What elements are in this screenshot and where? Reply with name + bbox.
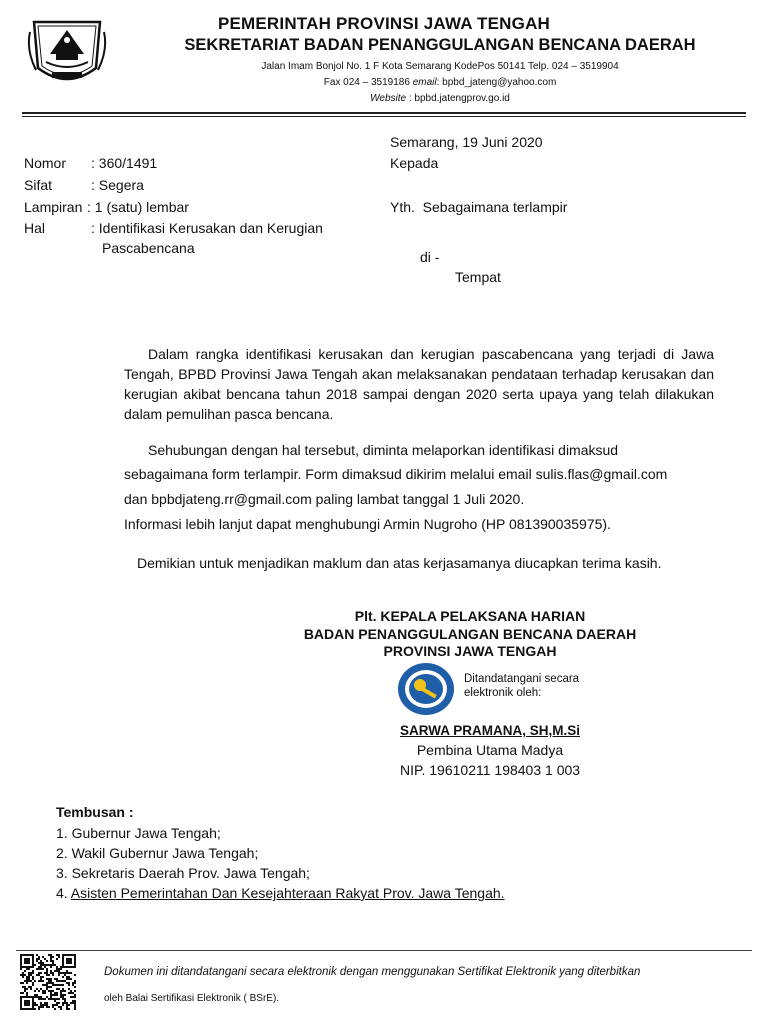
qr-code-icon bbox=[20, 954, 76, 1010]
hal-value-line1: : Identifikasi Kerusakan dan Kerugian bbox=[91, 220, 323, 236]
email-value: : bpbd_jateng@yahoo.com bbox=[436, 77, 557, 88]
tembusan-item-1: 1. Gubernur Jawa Tengah; bbox=[56, 825, 221, 841]
hal-label: Hal bbox=[24, 220, 46, 236]
signatory-rank: Pembina Utama Madya bbox=[416, 742, 564, 758]
tembusan-item-4-text: Asisten Pemerintahan Dan Kesejahteraan Rakyat Prov. Jawa Tengah. bbox=[70, 885, 505, 901]
tembusan-item-4-number: 4. bbox=[56, 885, 71, 901]
sifat-value: : Segera bbox=[91, 177, 144, 193]
tempat-label: Tempat bbox=[455, 269, 501, 285]
signatory-name: SARWA PRAMANA, SH,M.Si bbox=[399, 723, 580, 738]
footer-note-line1: Dokumen ini ditandatangani secara elektronik dengan menggunakan Sertifikat Elektronik yang diterbitkan bbox=[104, 966, 641, 978]
footer-note-line2: oleh Balai Sertifikasi Elektronik ( BSrE). bbox=[104, 993, 280, 1004]
letterhead-divider-thick bbox=[22, 112, 746, 114]
website-label: Website bbox=[370, 93, 407, 104]
lampiran-label: Lampiran bbox=[24, 199, 83, 215]
letterhead-website bbox=[140, 93, 740, 104]
body-closing: Demikian untuk menjadikan maklum dan atas kerjasamanya diucapkan terima kasih. bbox=[137, 555, 662, 571]
tembusan-item-3: 3. Sekretaris Daerah Prov. Jawa Tengah; bbox=[56, 865, 310, 881]
body-paragraph-1: Dalam rangka identifikasi kerusakan dan kerugian pascabencana yang terjadi di Jawa Tengah, BPBD Provinsi Jawa Tengah akan melaksanakan pendataan terhadap kerusakan dan kerugian akibat bencana tahun 2018 sampai dengan 2020 serta upaya yang telah dilakukan dalam pemulihan pasca bencana. bbox=[124, 346, 714, 422]
badge-text bbox=[464, 672, 579, 700]
body-paragraph-2-line2: sebagaimana form terlampir. Form dimaksud dikirim melalui email sulis.flas@gmail.com bbox=[124, 466, 668, 482]
place-date: Semarang, 19 Juni 2020 bbox=[390, 134, 543, 150]
to-label: Kepada bbox=[390, 155, 439, 171]
body-paragraph-2-line3: dan bpbdjateng.rr@gmail.com paling lambat tanggal 1 Juli 2020. bbox=[124, 491, 525, 507]
electronic-signature-badge bbox=[396, 660, 590, 718]
signatory-nip: NIP. 19610211 198403 1 003 bbox=[399, 762, 581, 778]
email-label: email bbox=[412, 77, 437, 88]
badge-text-line2: elektronik oleh: bbox=[464, 687, 542, 699]
signatory-title-3: PROVINSI JAWA TENGAH bbox=[383, 643, 557, 659]
sifat-label: Sifat bbox=[24, 177, 53, 193]
letterhead-fax-email bbox=[140, 77, 740, 88]
body-paragraph-2-line1: Sehubungan dengan hal tersebut, diminta melaporkan identifikasi dimaksud bbox=[148, 442, 619, 458]
nomor-label: Nomor bbox=[24, 155, 67, 171]
letterhead-line2: SEKRETARIAT BADAN PENANGGULANGAN BENCANA DAERAH bbox=[184, 36, 696, 54]
footer-divider bbox=[16, 950, 752, 951]
to-recipient: Yth. Sebagaimana terlampir bbox=[390, 199, 568, 215]
fax-text: Fax 024 – 3519186 bbox=[323, 77, 413, 88]
website-value: : bpbd.jatengprov.go.id bbox=[406, 93, 510, 104]
tembusan-heading: Tembusan : bbox=[56, 804, 134, 820]
tembusan-item-2: 2. Wakil Gubernur Jawa Tengah; bbox=[56, 845, 259, 861]
tembusan-item-4 bbox=[56, 885, 505, 901]
letterhead-divider-thin bbox=[22, 116, 746, 117]
hal-value-line2: Pascabencana bbox=[102, 240, 195, 256]
lampiran-value: : 1 (satu) lembar bbox=[87, 199, 189, 215]
di-label: di - bbox=[420, 249, 440, 265]
nomor-value: : 360/1491 bbox=[91, 155, 158, 171]
letterhead-address: Jalan Imam Bonjol No. 1 F Kota Semarang KodePos 50141 Telp. 024 – 3519904 bbox=[261, 61, 619, 72]
letterhead-line1: PEMERINTAH PROVINSI JAWA TENGAH bbox=[217, 14, 551, 33]
signatory-title-1: Plt. KEPALA PELAKSANA HARIAN bbox=[354, 608, 586, 624]
signatory-title-2: BADAN PENANGGULANGAN BENCANA DAERAH bbox=[303, 626, 637, 642]
body-paragraph-2-line4: Informasi lebih lanjut dapat menghubungi Armin Nugroho (HP 081390035975). bbox=[124, 516, 611, 532]
bsre-seal-icon bbox=[396, 660, 456, 718]
badge-text-line1: Ditandatangani secara bbox=[464, 673, 580, 685]
